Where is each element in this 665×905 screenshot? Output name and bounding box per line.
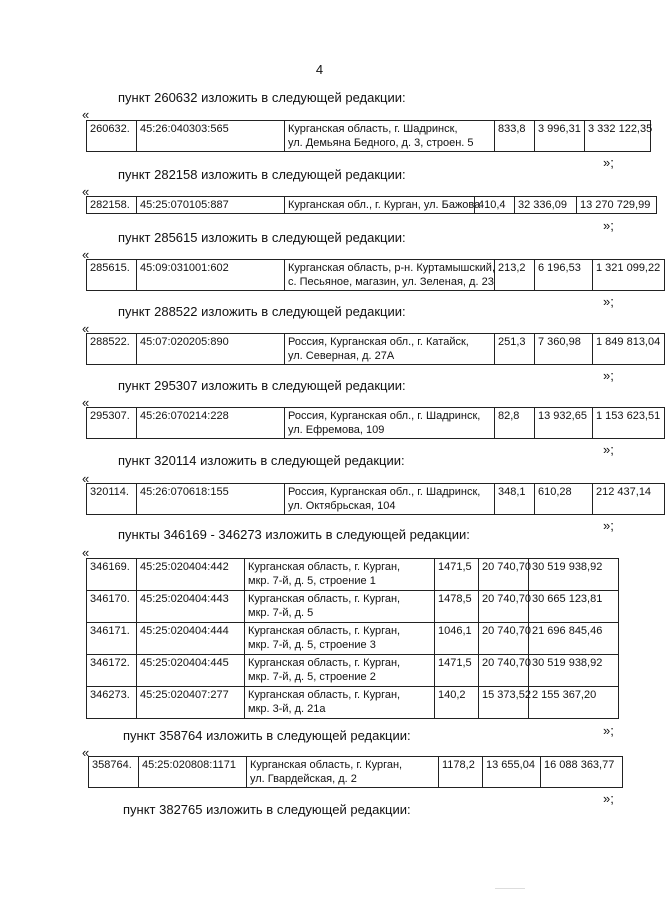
close-quote-mark: »; — [603, 791, 614, 806]
table-row — [87, 687, 619, 719]
rate-cell: 32 336,09 — [515, 197, 577, 214]
area-cell: 1046,1 — [435, 623, 479, 655]
property-table — [86, 120, 651, 152]
cadastral-number-cell: 45:25:020404:442 — [137, 559, 245, 591]
rate-cell: 20 740,70 — [479, 559, 529, 591]
open-quote-mark: « — [82, 107, 90, 122]
row-number-cell: 346169. — [87, 559, 137, 591]
area-cell: 410,4 — [475, 197, 515, 214]
area-cell: 1478,5 — [435, 591, 479, 623]
cadastral-value-cell: 1 849 813,04 — [593, 334, 665, 365]
address-cell — [285, 260, 495, 291]
cadastral-value-cell: 30 665 123,81 — [529, 591, 619, 623]
address-cell — [285, 484, 495, 515]
rate-cell: 7 360,98 — [535, 334, 593, 365]
address-cell — [247, 757, 439, 788]
address-line-1: Курганская область, г. Курган, — [248, 561, 401, 573]
address-cell — [245, 591, 435, 623]
address-line-1: Россия, Курганская обл., г. Катайск, — [288, 336, 469, 348]
address-line-1: Курганская область, г. Курган, — [248, 625, 401, 637]
property-table — [86, 483, 665, 515]
area-cell: 213,2 — [495, 260, 535, 291]
open-quote-mark: « — [82, 471, 90, 486]
close-quote-mark: »; — [603, 368, 614, 383]
section-heading: пункт 288522 изложить в следующей редакции: — [118, 304, 406, 319]
address-cell — [245, 655, 435, 687]
property-table — [86, 259, 665, 291]
row-number-cell: 288522. — [87, 334, 137, 365]
open-quote-mark: « — [82, 247, 90, 262]
open-quote-mark: « — [82, 395, 90, 410]
address-cell — [245, 687, 435, 719]
address-cell — [285, 121, 495, 152]
address-line-1: Курганская область, г. Курган, — [248, 689, 401, 701]
section-heading-trailing: пункт 382765 изложить в следующей редакции: — [123, 802, 411, 817]
address-line-2: ул. Гвардейская, д. 2 — [250, 773, 357, 785]
table-row — [87, 623, 619, 655]
row-number-cell: 295307. — [87, 408, 137, 439]
property-table — [86, 558, 619, 719]
table-row — [87, 260, 665, 291]
address-line-1: Курганская обл., г. Курган, ул. Бажова — [288, 199, 481, 211]
address-cell — [245, 623, 435, 655]
rate-cell: 3 996,31 — [535, 121, 585, 152]
cadastral-number-cell: 45:25:020404:443 — [137, 591, 245, 623]
address-cell — [285, 408, 495, 439]
area-cell: 833,8 — [495, 121, 535, 152]
address-line-2: ул. Демьяна Бедного, д. 3, строен. 5 — [288, 137, 474, 149]
table-row — [87, 197, 657, 214]
cadastral-value-cell: 1 153 623,51 — [593, 408, 665, 439]
cadastral-number-cell: 45:25:070105:887 — [137, 197, 285, 214]
rate-cell: 13 932,65 — [535, 408, 593, 439]
property-table — [86, 333, 665, 365]
area-cell: 1471,5 — [435, 655, 479, 687]
close-quote-mark: »; — [603, 518, 614, 533]
address-line-2: мкр. 3-й, д. 21а — [248, 703, 326, 715]
area-cell: 140,2 — [435, 687, 479, 719]
page-number: 4 — [315, 62, 324, 77]
row-number-cell: 358764. — [89, 757, 139, 788]
cadastral-value-cell: 2 155 367,20 — [529, 687, 619, 719]
cadastral-number-cell: 45:25:020404:445 — [137, 655, 245, 687]
property-table — [88, 756, 623, 788]
address-line-1: Россия, Курганская обл., г. Шадринск, — [288, 486, 481, 498]
address-line-2: мкр. 7-й, д. 5, строение 2 — [248, 671, 376, 683]
row-number-cell: 282158. — [87, 197, 137, 214]
address-cell — [245, 559, 435, 591]
close-quote-mark: »; — [603, 723, 614, 738]
area-cell: 1471,5 — [435, 559, 479, 591]
address-line-1: Курганская область, г. Шадринск, — [288, 123, 458, 135]
cadastral-value-cell: 3 332 122,35 — [585, 121, 651, 152]
cadastral-value-cell: 16 088 363,77 — [541, 757, 623, 788]
rate-cell: 20 740,70 — [479, 655, 529, 687]
rate-cell: 20 740,70 — [479, 623, 529, 655]
open-quote-mark: « — [82, 745, 90, 760]
property-table — [86, 407, 665, 439]
property-table — [86, 196, 657, 214]
row-number-cell: 285615. — [87, 260, 137, 291]
scan-mark — [495, 888, 525, 889]
table-row — [87, 121, 651, 152]
cadastral-value-cell: 1 321 099,22 — [593, 260, 665, 291]
row-number-cell: 346172. — [87, 655, 137, 687]
address-line-2: ул. Октябрьская, 104 — [288, 500, 396, 512]
row-number-cell: 346171. — [87, 623, 137, 655]
cadastral-value-cell: 21 696 845,46 — [529, 623, 619, 655]
section-heading: пункт 285615 изложить в следующей редакции: — [118, 230, 406, 245]
table-row — [87, 484, 665, 515]
table-row — [87, 591, 619, 623]
open-quote-mark: « — [82, 321, 90, 336]
row-number-cell: 320114. — [87, 484, 137, 515]
cadastral-value-cell: 30 519 938,92 — [529, 559, 619, 591]
cadastral-number-cell: 45:25:020407:277 — [137, 687, 245, 719]
section-heading: пункты 346169 - 346273 изложить в следующей редакции: — [118, 527, 470, 542]
table-row — [87, 559, 619, 591]
cadastral-value-cell: 212 437,14 — [593, 484, 665, 515]
section-heading: пункт 260632 изложить в следующей редакции: — [118, 90, 406, 105]
table-row — [89, 757, 623, 788]
area-cell: 1178,2 — [439, 757, 483, 788]
open-quote-mark: « — [82, 545, 90, 560]
address-cell — [285, 334, 495, 365]
address-line-1: Курганская область, г. Курган, — [248, 593, 401, 605]
close-quote-mark: »; — [603, 294, 614, 309]
cadastral-number-cell: 45:25:020808:1171 — [139, 757, 247, 788]
address-line-2: мкр. 7-й, д. 5, строение 1 — [248, 575, 376, 587]
address-line-2: ул. Северная, д. 27А — [288, 350, 395, 362]
address-line-2: мкр. 7-й, д. 5, строение 3 — [248, 639, 376, 651]
row-number-cell: 260632. — [87, 121, 137, 152]
cadastral-value-cell: 30 519 938,92 — [529, 655, 619, 687]
address-line-1: Россия, Курганская обл., г. Шадринск, — [288, 410, 481, 422]
rate-cell: 20 740,70 — [479, 591, 529, 623]
address-line-2: с. Песьяное, магазин, ул. Зеленая, д. 23 — [288, 276, 494, 288]
address-line-1: Курганская область, г. Курган, — [248, 657, 401, 669]
table-row — [87, 655, 619, 687]
cadastral-number-cell: 45:25:020404:444 — [137, 623, 245, 655]
close-quote-mark: »; — [603, 155, 614, 170]
cadastral-number-cell: 45:26:070618:155 — [137, 484, 285, 515]
address-cell — [285, 197, 481, 214]
area-cell: 348,1 — [495, 484, 535, 515]
close-quote-mark: »; — [603, 442, 614, 457]
cadastral-number-cell: 45:26:070214:228 — [137, 408, 285, 439]
rate-cell: 13 655,04 — [483, 757, 541, 788]
row-number-cell: 346273. — [87, 687, 137, 719]
area-cell: 82,8 — [495, 408, 535, 439]
section-heading: пункт 282158 изложить в следующей редакции: — [118, 167, 406, 182]
cadastral-number-cell: 45:07:020205:890 — [137, 334, 285, 365]
rate-cell: 15 373,52 — [479, 687, 529, 719]
section-heading: пункт 320114 изложить в следующей редакции: — [118, 453, 405, 468]
row-number-cell: 346170. — [87, 591, 137, 623]
open-quote-mark: « — [82, 184, 90, 199]
address-line-1: Курганская область, г. Курган, — [250, 759, 403, 771]
rate-cell: 610,28 — [535, 484, 593, 515]
address-line-2: ул. Ефремова, 109 — [288, 424, 385, 436]
section-heading: пункт 358764 изложить в следующей редакции: — [123, 728, 411, 743]
table-row — [87, 408, 665, 439]
address-line-1: Курганская область, р-н. Куртамышский, — [288, 262, 496, 274]
rate-cell: 6 196,53 — [535, 260, 593, 291]
area-cell: 251,3 — [495, 334, 535, 365]
cadastral-value-cell: 13 270 729,99 — [577, 197, 657, 214]
cadastral-number-cell: 45:09:031001:602 — [137, 260, 285, 291]
table-row — [87, 334, 665, 365]
cadastral-number-cell: 45:26:040303:565 — [137, 121, 285, 152]
address-line-2: мкр. 7-й, д. 5 — [248, 607, 314, 619]
section-heading: пункт 295307 изложить в следующей редакции: — [118, 378, 406, 393]
close-quote-mark: »; — [603, 218, 614, 233]
